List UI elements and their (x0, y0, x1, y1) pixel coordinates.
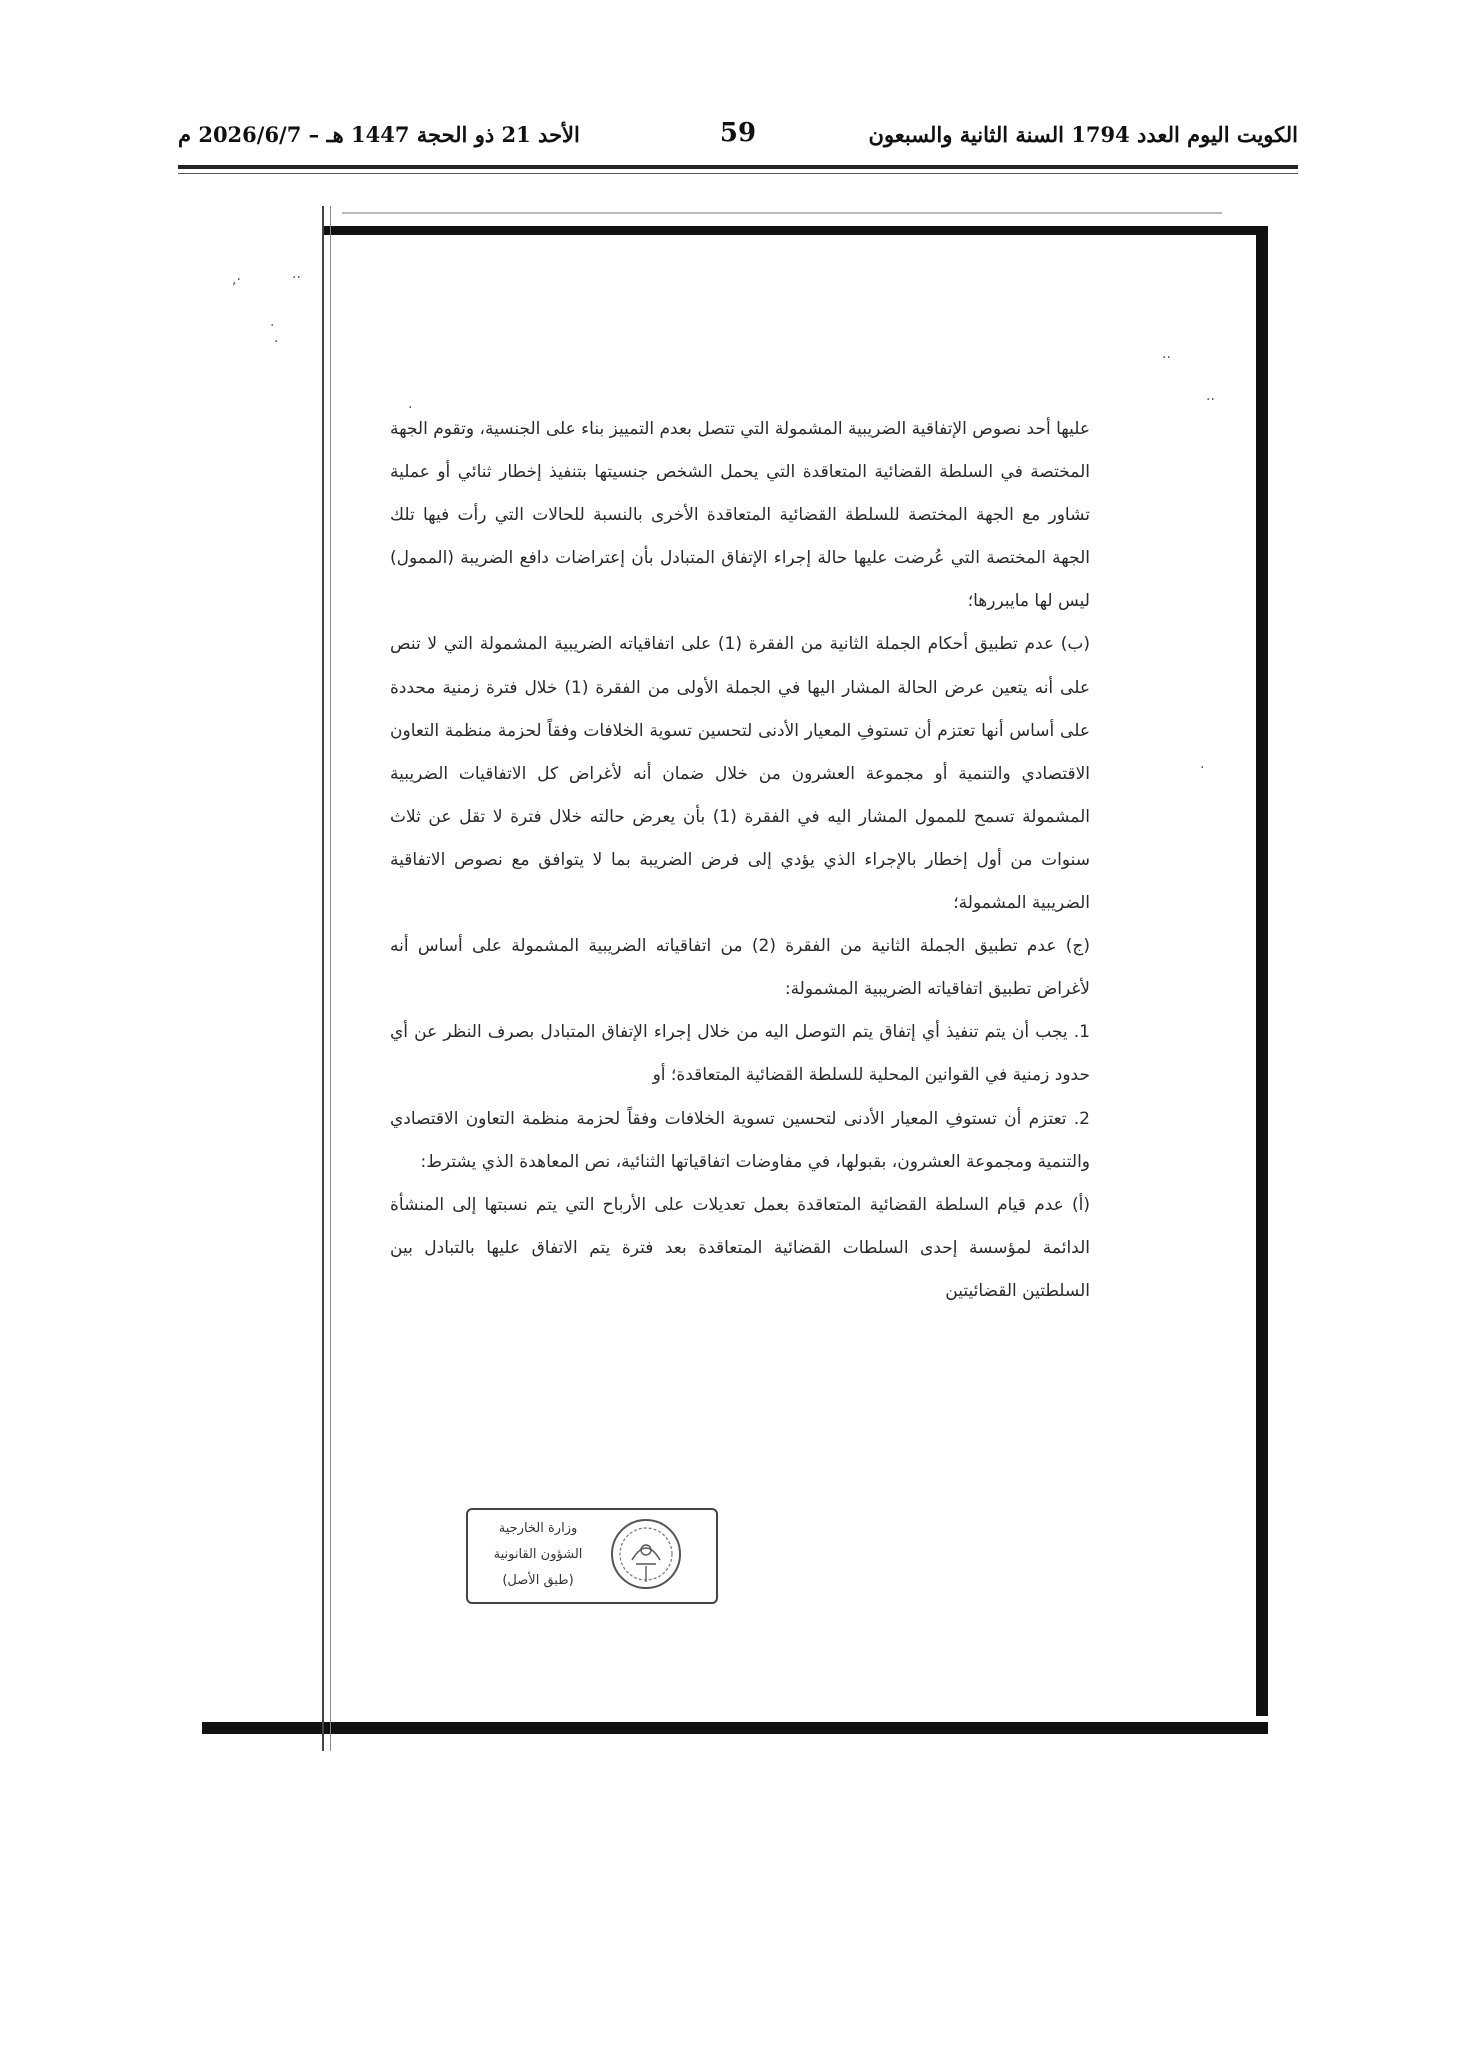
scan-speck: · (270, 318, 275, 334)
ministry-stamp (466, 1508, 718, 1604)
scan-speck: ·· (1206, 392, 1215, 408)
clause-j-item-1: 1. يجب أن يتم تنفيذ أي إتفاق يتم التوصل اليه من خلال إجراء الإتفاق المتبادل بصرف النظر عن أي حدود زمنية في القوانين المحلية للسلطة القضائية المتعاقدة؛ أو (390, 1022, 1090, 1086)
frame-left-border (322, 206, 324, 1751)
scan-speck: ·· (292, 270, 301, 286)
scan-speck: · (274, 334, 279, 350)
clause-j: (ج) عدم تطبيق الجملة الثانية من الفقرة (2) من اتفاقياته الضريبية المشمولة على أساس أنه لأغراض تطبيق اتفاقياته الضريبية المشمولة: (390, 936, 1090, 1000)
header-date: الأحد 21 ذو الحجة 1447 هـ – 2026/6/7 م (178, 122, 580, 147)
frame-left-border-inner (330, 206, 331, 1751)
clause-j-item-2-sub-a: (أ) عدم قيام السلطة القضائية المتعاقدة بعمل تعديلات على الأرباح التي يتم نسبتها إلى المنشأة الدائمة لمؤسسة إحدى السلطات القضائية المتعاقدة بعد فترة يتم الاتفاق عليها بالتبادل بين السلطتين القضائيتين (390, 1194, 1090, 1301)
gazette-header (178, 118, 1298, 168)
scan-speck: ·, (232, 272, 241, 288)
document-body (390, 408, 1090, 1313)
header-rule-thick (178, 165, 1298, 169)
stamp-line-department: الشؤون القانونية (493, 1547, 583, 1562)
frame-top-border (322, 226, 1268, 235)
scan-speck: · (408, 400, 413, 416)
stamp-line-certified: (طبق الأصل) (502, 1573, 574, 1588)
header-issue-info: الكويت اليوم العدد 1794 السنة الثانية والسبعون (868, 122, 1298, 147)
clause-j-item-2: 2. تعتزم أن تستوفِ المعيار الأدنى لتحسين تسوية الخلافات وفقاً لحزمة منظمة التعاون الاقتصادي والتنمية ومجموعة العشرون، بقبولها، في مفاوضات اتفاقياتها الثنائية، نص المعاهدة الذي يشترط: (390, 1108, 1090, 1172)
clause-b: (ب) عدم تطبيق أحكام الجملة الثانية من الفقرة (1) على اتفاقياته الضريبية المشمولة التي لا تنص على أنه يتعين عرض الحالة المشار اليها في الجملة الأولى من الفقرة (1) خلال فترة زمنية محددة على أساس أنها تعتزم أن تستوفِ المعيار الأدنى لتحسين تسوية الخلافات وفقاً لحزمة منظمة التعاون الاقتصادي والتنمية أو مجموعة العشرون من خلال ضمان أنه لأغراض كل الاتفاقيات الضريبية المشمولة تسمح للممول المشار اليه في الفقرة (1) بأن يعرض حالته خلال فترة لا تقل عن ثلاث سنوات من أول إخطار بالإجراء الذي يؤدي إلى فرض الضريبة بما لا يتوافق مع نصوص الاتفاقية الضريبية المشمولة؛ (390, 634, 1091, 914)
header-rule-thin (178, 173, 1298, 174)
stamp-line-ministry: وزارة الخارجية (498, 1521, 578, 1536)
stamp-text (476, 1516, 600, 1594)
seal-emblem-icon (608, 1516, 684, 1592)
frame-bottom-border (202, 1722, 1268, 1734)
scan-speck: · (1200, 760, 1205, 776)
frame-faint-line (342, 212, 1222, 214)
intro-paragraph: عليها أحد نصوص الإتفاقية الضريبية المشمولة التي تتصل بعدم التمييز بناء على الجنسية، وتقوم الجهة المختصة في السلطة القضائية المتعاقدة التي يحمل الشخص جنسيتها بتنفيذ إخطار ثنائي أو عملية تشاور مع الجهة المختصة للسلطة القضائية المتعاقدة الأخرى بالنسبة للحالات التي رأت فيها تلك الجهة المختصة التي عُرضت عليها حالة إجراء الإتفاق المتبادل بأن إعتراضات دافع الضريبة (الممول) ليس لها مايبررها؛ (390, 419, 1090, 612)
frame-right-border (1256, 226, 1268, 1716)
page-number: 59 (719, 118, 757, 148)
scan-speck: ·· (1162, 350, 1171, 366)
